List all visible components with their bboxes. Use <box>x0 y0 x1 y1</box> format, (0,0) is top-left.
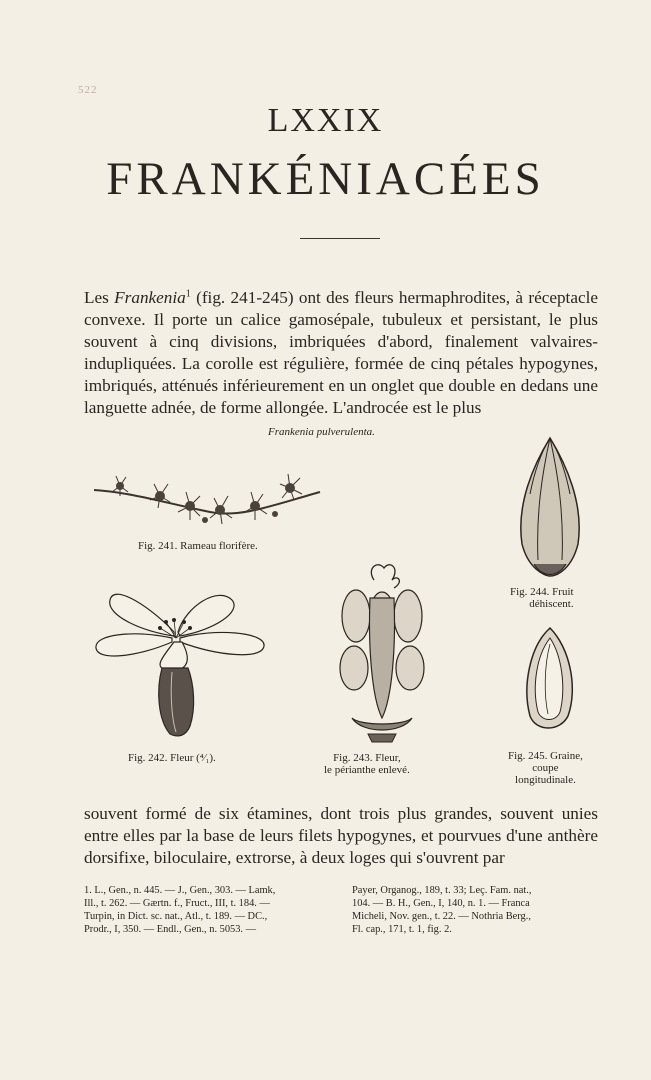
paragraph-1-lead: Les <box>84 288 115 307</box>
footnote-line: Micheli, Nov. gen., t. 22. — Nothria Berg., <box>352 911 531 922</box>
footnote-line: Payer, Organog., 189, t. 33; Leç. Fam. nat., <box>352 885 532 896</box>
fig-245-caption-line1: Fig. 245. Graine, <box>508 750 583 762</box>
page-number: 522 <box>78 84 98 96</box>
paragraph-2: souvent formé de six étamines, dont trois plus grandes, souvent unies entre elles par la base de leurs filets hypogynes, et pourvues d'une anthère dorsifixe, biloculaire, extrorse, à deux loges qui s'ouvrent par <box>84 804 598 867</box>
fig-245-caption-line2: coupe <box>532 762 559 774</box>
fig-243-stamens-illustration <box>332 558 432 744</box>
footnote-line: 1. L., Gen., n. 445. — J., Gen., 303. — Lamk, <box>84 885 276 896</box>
family-title: FRANKÉNIACÉES <box>106 153 545 205</box>
fig-245-caption <box>508 750 583 786</box>
footnote-ref: 1 <box>185 288 191 300</box>
fig-245-caption-line3: longitudinale. <box>515 774 576 786</box>
fig-242-flower-illustration <box>94 580 269 740</box>
fig-245-seed-illustration <box>520 626 580 734</box>
footnotes-right-column <box>352 884 604 936</box>
species-caption: Frankenia pulverulenta. <box>268 426 375 438</box>
fig-244-caption <box>510 586 574 610</box>
paragraph-1-text: (fig. 241-245) ont des fleurs hermaphrodites, à réceptacle convexe. Il porte un calice gamosépale, tubuleux et persistant, le plus souvent à cinq divisions, imbriquées d'abord, finalement valvaires-indupliquées. La corolle est régulière, formée de cinq pétales hypogynes, imbriqués, atténués inférieurement en un onglet que double en dedans une languette adnée, de forme allongée. L'androcée est le plus <box>84 288 598 417</box>
figure-plate <box>84 420 598 790</box>
fig-242-caption: Fig. 242. Fleur (⁴⁄₁). <box>128 752 216 764</box>
footnote-line: Turpin, in Dict. sc. nat., Atl., t. 189. — DC., <box>84 911 268 922</box>
fig-243-caption <box>324 752 410 776</box>
fig-243-caption-line1: Fig. 243. Fleur, <box>333 752 401 764</box>
fig-244-caption-line1: Fig. 244. Fruit <box>510 586 574 598</box>
fig-244-caption-line2: déhiscent. <box>529 598 574 610</box>
fig-244-fruit-illustration <box>514 434 586 580</box>
fig-243-caption-line2: le périanthe enlevé. <box>324 764 410 776</box>
fig-241-caption: Fig. 241. Rameau florifère. <box>138 540 258 552</box>
fig-241-branch-illustration <box>90 448 330 538</box>
chapter-number: LXXIX <box>267 102 384 139</box>
footnote-line: 104. — B. H., Gen., I, 140, n. 1. — Franca <box>352 898 530 909</box>
footnote-line: Prodr., I, 350. — Endl., Gen., n. 5053. — <box>84 924 257 935</box>
genus-name: Frankenia <box>114 288 186 307</box>
footnotes-left-column <box>84 884 336 936</box>
footnote-line: Fl. cap., 171, t. 1, fig. 2. <box>352 924 452 935</box>
title-rule <box>300 238 380 239</box>
paragraph-1 <box>84 287 598 419</box>
footnote-line: Ill., t. 262. — Gærtn. f., Fruct., III, t. 184. — <box>84 898 270 909</box>
